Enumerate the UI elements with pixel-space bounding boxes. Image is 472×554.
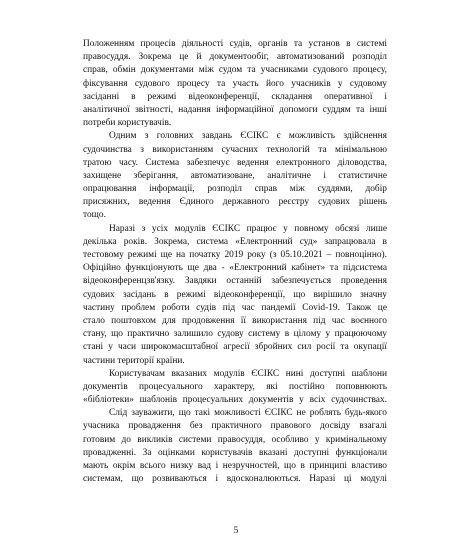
text-line: готовим до викликів системи правосуддя, особливо у кримінальному: [83, 434, 387, 445]
text-line: потреби користувачів.: [83, 118, 172, 129]
page-number: 5: [233, 526, 239, 536]
text-line: учасника провадження без практичного правового досвіду взагалі: [83, 421, 387, 432]
text-line: декілька років. Зокрема, система «Електронний суд» запрацювала в: [83, 236, 387, 247]
text-line: правосуддя. Зокрема це й документообіг, автоматизований розподіл: [83, 52, 387, 63]
text-line: системам, що розвиваються і вдосконалюються. Наразі ці модулі: [83, 474, 387, 485]
text-line: Слід зауважити, що такі можливості ЄСІКС не роблять будь-якого: [109, 408, 387, 419]
text-line: присяжних, ведення Єдиного державного реєстру судових рішень: [83, 197, 387, 208]
text-line: тощо.: [83, 210, 106, 221]
text-line: стані у часи широкомасштабної агресії збройних сил росії та окупації: [83, 342, 387, 353]
text-line: частини території країни.: [83, 355, 185, 366]
text-line: «бібліотеки» шаблонів процесуальних документів у всіх судочинствах.: [83, 395, 387, 406]
text-line: фіксування судового процесу та участь його учасників у судовому: [83, 78, 387, 89]
text-line: стану, що практично залишило судову систему в цілому у працюючому: [83, 329, 387, 340]
text-line: мають окрім всього низку вад і незручностей, що в принципі властиво: [83, 461, 387, 471]
text-line: аналітичної звітності, надання інформаційної допомоги суддям та інші: [83, 104, 387, 115]
text-line: частину проблем роботи судів під час пандемії Covid-19. Також це: [83, 302, 387, 313]
text-line: тестовому режимі ще на початку 2019 року (з 05.10.2021 – повноцінно).: [83, 250, 387, 260]
text-line: судочинства з використанням сучасних технологій та мінімальною: [83, 144, 387, 155]
text-line: судових засідань в режимі відеоконференції, що вирішило значну: [83, 289, 387, 300]
text-line: провадженні. За оцінками користувачів вказані доступні функціонали: [83, 447, 387, 458]
text-line: тратою часу. Система забезпечує ведення електронного діловодства,: [83, 157, 387, 168]
text-line: Офіційно функціонують ще два - «Електронний кабінет» та підсистема: [83, 263, 387, 274]
body-text: [83, 38, 387, 486]
text-line: Наразі з усіх модулів ЄСІКС працює у повному обсязі лише: [109, 223, 387, 234]
text-line: документів процесуального характеру, які постійно поповнюють: [83, 381, 387, 392]
text-line: справ, обмін документами між судом та учасниками судового процесу,: [83, 65, 387, 76]
text-line: засіданні в режимі відеоконференції, складання оперативної і: [83, 91, 387, 102]
text-line: відеоконференцзв'язку. Завдяки останній забезпечується проведення: [83, 276, 387, 287]
text-line: захищене зберігання, автоматизоване, аналітичне і статистичне: [83, 170, 387, 181]
text-line: опрацювання інформації, розподіл справ між суддями, добір: [83, 184, 387, 195]
text-line: стало поштовхом для продовження її використання під час воєнного: [83, 315, 387, 326]
text-line: Користувачам вказаних модулів ЄСІКС нині доступні шаблони: [109, 368, 387, 379]
text-line: Одним з головних завдань ЄСІКС є можливість здійснення: [109, 131, 387, 142]
text-line: Положенням процесів діяльності судів, органів та установ в системі: [83, 39, 387, 49]
